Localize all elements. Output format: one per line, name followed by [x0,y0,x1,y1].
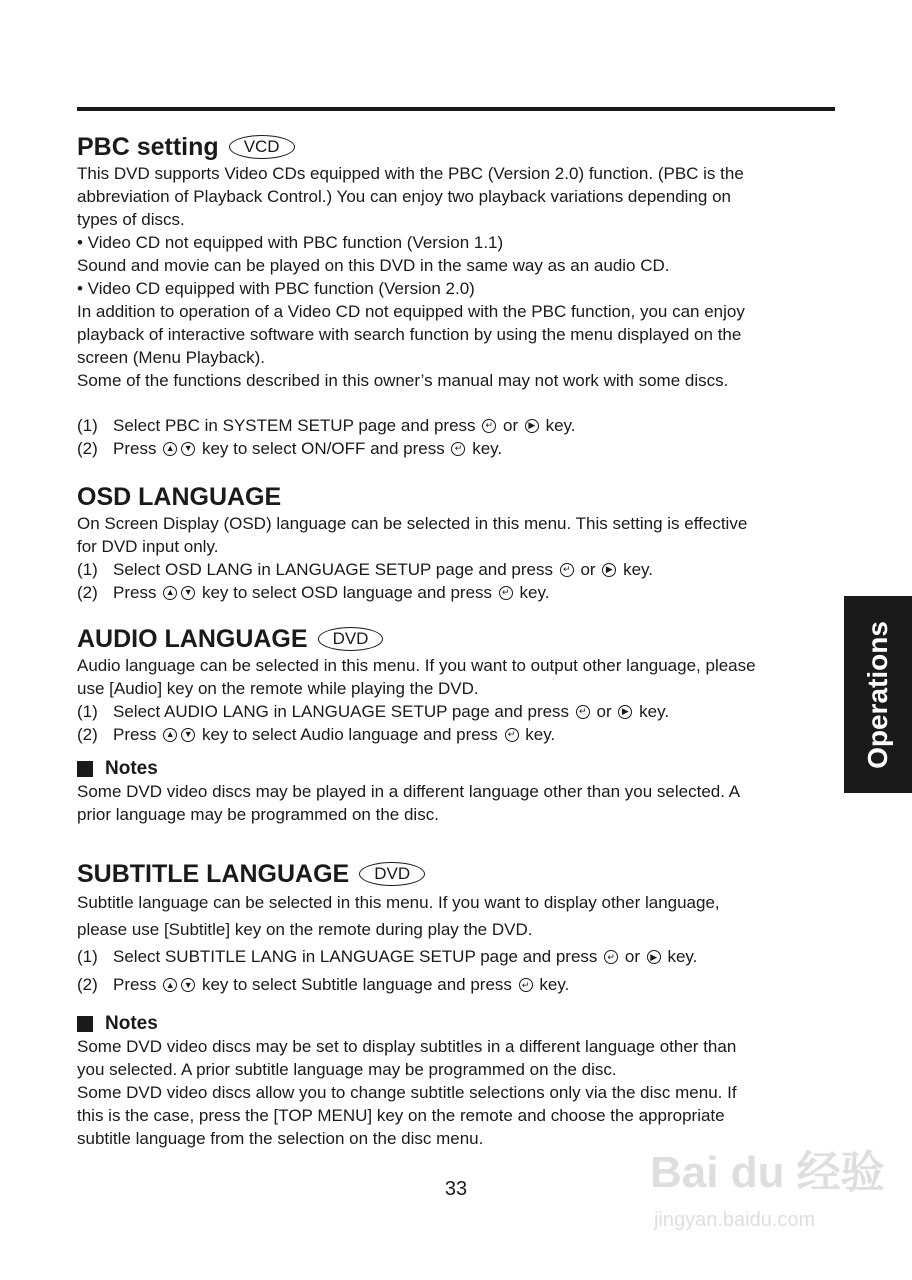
step-number: (1) [77,702,98,721]
step-or: or [503,416,519,435]
step-end: key. [539,975,570,994]
right-key-icon: ▶ [618,705,632,719]
step-number: (2) [77,725,98,744]
subtitle-title: SUBTITLE LANGUAGE [77,860,350,888]
audio-step-2 [77,723,837,746]
pbc-line: This DVD supports Video CDs equipped with the PBC (Version 2.0) function. (PBC is the [77,164,744,183]
pbc-line: In addition to operation of a Video CD not equipped with the PBC function, you can enjoy [77,302,745,321]
subtitle-heading [77,859,837,889]
step-end: key. [667,947,698,966]
pbc-line: Some of the functions described in this owner’s manual may not work with some discs. [77,371,729,390]
step-end: key. [472,439,503,458]
step-or: or [596,702,612,721]
pbc-line: screen (Menu Playback). [77,348,266,367]
watermark-url: jingyan.baidu.com [654,1209,816,1231]
step-end: key. [639,702,670,721]
step-mid: key to select Subtitle language and press [201,975,512,994]
osd-section [77,482,837,604]
notes-title: Notes [105,1013,158,1034]
pbc-line: abbreviation of Playback Control.) You can enjoy two playback variations depending on [77,187,731,206]
subtitle-step-2 [77,971,837,999]
audio-heading [77,624,837,654]
side-tab-label: Operations [862,620,893,769]
step-number: (2) [77,439,98,458]
enter-key-icon: ↵ [519,978,533,992]
enter-key-icon: ↵ [499,586,513,600]
enter-key-icon: ↵ [505,728,519,742]
down-key-icon: ▼ [181,978,195,992]
right-key-icon: ▶ [602,563,616,577]
subtitle-note: subtitle language from the selection on the disc menu. [77,1129,484,1148]
step-mid: key to select Audio language and press [201,725,498,744]
top-rule [77,107,835,111]
dvd-badge: DVD [359,862,425,886]
step-text: Select PBC in SYSTEM SETUP page and press [113,416,476,435]
audio-notes-heading [77,758,837,780]
audio-section [77,624,837,826]
step-text: Select SUBTITLE LANG in LANGUAGE SETUP page and press [113,947,598,966]
step-text: Press [113,439,157,458]
step-mid: key to select OSD language and press [201,583,493,602]
page-content [77,132,837,1150]
subtitle-line: Subtitle language can be selected in this menu. If you want to display other language, [77,893,720,912]
pbc-line: playback of interactive software with search function by using the menu displayed on the [77,325,742,344]
step-number: (2) [77,975,98,994]
enter-key-icon: ↵ [576,705,590,719]
down-key-icon: ▼ [181,442,195,456]
subtitle-section [77,859,837,1150]
enter-key-icon: ↵ [560,563,574,577]
subtitle-note: Some DVD video discs may be set to display subtitles in a different language other than [77,1037,737,1056]
page-number: 33 [444,1178,468,1200]
operations-side-tab [844,596,912,793]
step-or: or [624,947,640,966]
pbc-heading [77,132,837,162]
enter-key-icon: ↵ [482,419,496,433]
audio-step-1 [77,700,837,723]
audio-note: Some DVD video discs may be played in a different language other than you selected. A [77,782,741,801]
step-end: key. [623,560,653,579]
baidu-watermark [650,1150,885,1232]
step-or: or [580,560,596,579]
pbc-steps [77,414,837,460]
pbc-line: • Video CD equipped with PBC function (Version 2.0) [77,279,475,298]
watermark-brand: Bai du 经验 [650,1148,885,1197]
osd-heading [77,482,837,512]
up-key-icon: ▲ [163,978,177,992]
subtitle-notes-heading [77,1013,837,1035]
step-end: key. [519,583,550,602]
subtitle-step-1 [77,943,837,971]
right-key-icon: ▶ [647,950,661,964]
down-key-icon: ▼ [181,728,195,742]
step-mid: key to select ON/OFF and press [201,439,445,458]
square-bullet-icon [77,761,93,777]
subtitle-note: Some DVD video discs allow you to change subtitle selections only via the disc menu. If [77,1083,737,1102]
osd-title: OSD LANGUAGE [77,483,282,511]
step-number: (1) [77,560,98,579]
audio-note: prior language may be programmed on the disc. [77,805,439,824]
subtitle-note: you selected. A prior subtitle language may be programmed on the disc. [77,1060,617,1079]
pbc-line: • Video CD not equipped with PBC function (Version 1.1) [77,233,504,252]
subtitle-line: please use [Subtitle] key on the remote during play the DVD. [77,920,533,939]
osd-line: for DVD input only. [77,537,219,556]
pbc-line: types of discs. [77,210,185,229]
enter-key-icon: ↵ [604,950,618,964]
vcd-badge: VCD [229,135,295,159]
pbc-line: Sound and movie can be played on this DVD in the same way as an audio CD. [77,256,670,275]
audio-title: AUDIO LANGUAGE [77,625,308,653]
dvd-badge: DVD [318,627,384,651]
enter-key-icon: ↵ [451,442,465,456]
subtitle-note: this is the case, press the [TOP MENU] key on the remote and choose the appropriate [77,1106,725,1125]
pbc-step-2 [77,437,837,460]
square-bullet-icon [77,1016,93,1032]
osd-step-2 [77,581,837,604]
pbc-title: PBC setting [77,133,219,161]
step-text: Press [113,583,157,602]
step-end: key. [525,725,556,744]
notes-title: Notes [105,758,158,779]
audio-line: Audio language can be selected in this menu. If you want to output other language, please [77,656,756,675]
step-text: Press [113,725,157,744]
down-key-icon: ▼ [181,586,195,600]
pbc-section [77,132,837,460]
osd-line: On Screen Display (OSD) language can be selected in this menu. This setting is effective [77,514,748,533]
right-key-icon: ▶ [525,419,539,433]
up-key-icon: ▲ [163,728,177,742]
step-end: key. [545,416,576,435]
step-text: Select OSD LANG in LANGUAGE SETUP page and press [113,560,553,579]
up-key-icon: ▲ [163,586,177,600]
pbc-step-1 [77,414,837,437]
step-number: (1) [77,416,98,435]
step-text: Press [113,975,157,994]
step-text: Select AUDIO LANG in LANGUAGE SETUP page and press [113,702,570,721]
osd-step-1 [77,558,837,581]
up-key-icon: ▲ [163,442,177,456]
step-number: (1) [77,947,98,966]
audio-line: use [Audio] key on the remote while playing the DVD. [77,679,479,698]
step-number: (2) [77,583,98,602]
